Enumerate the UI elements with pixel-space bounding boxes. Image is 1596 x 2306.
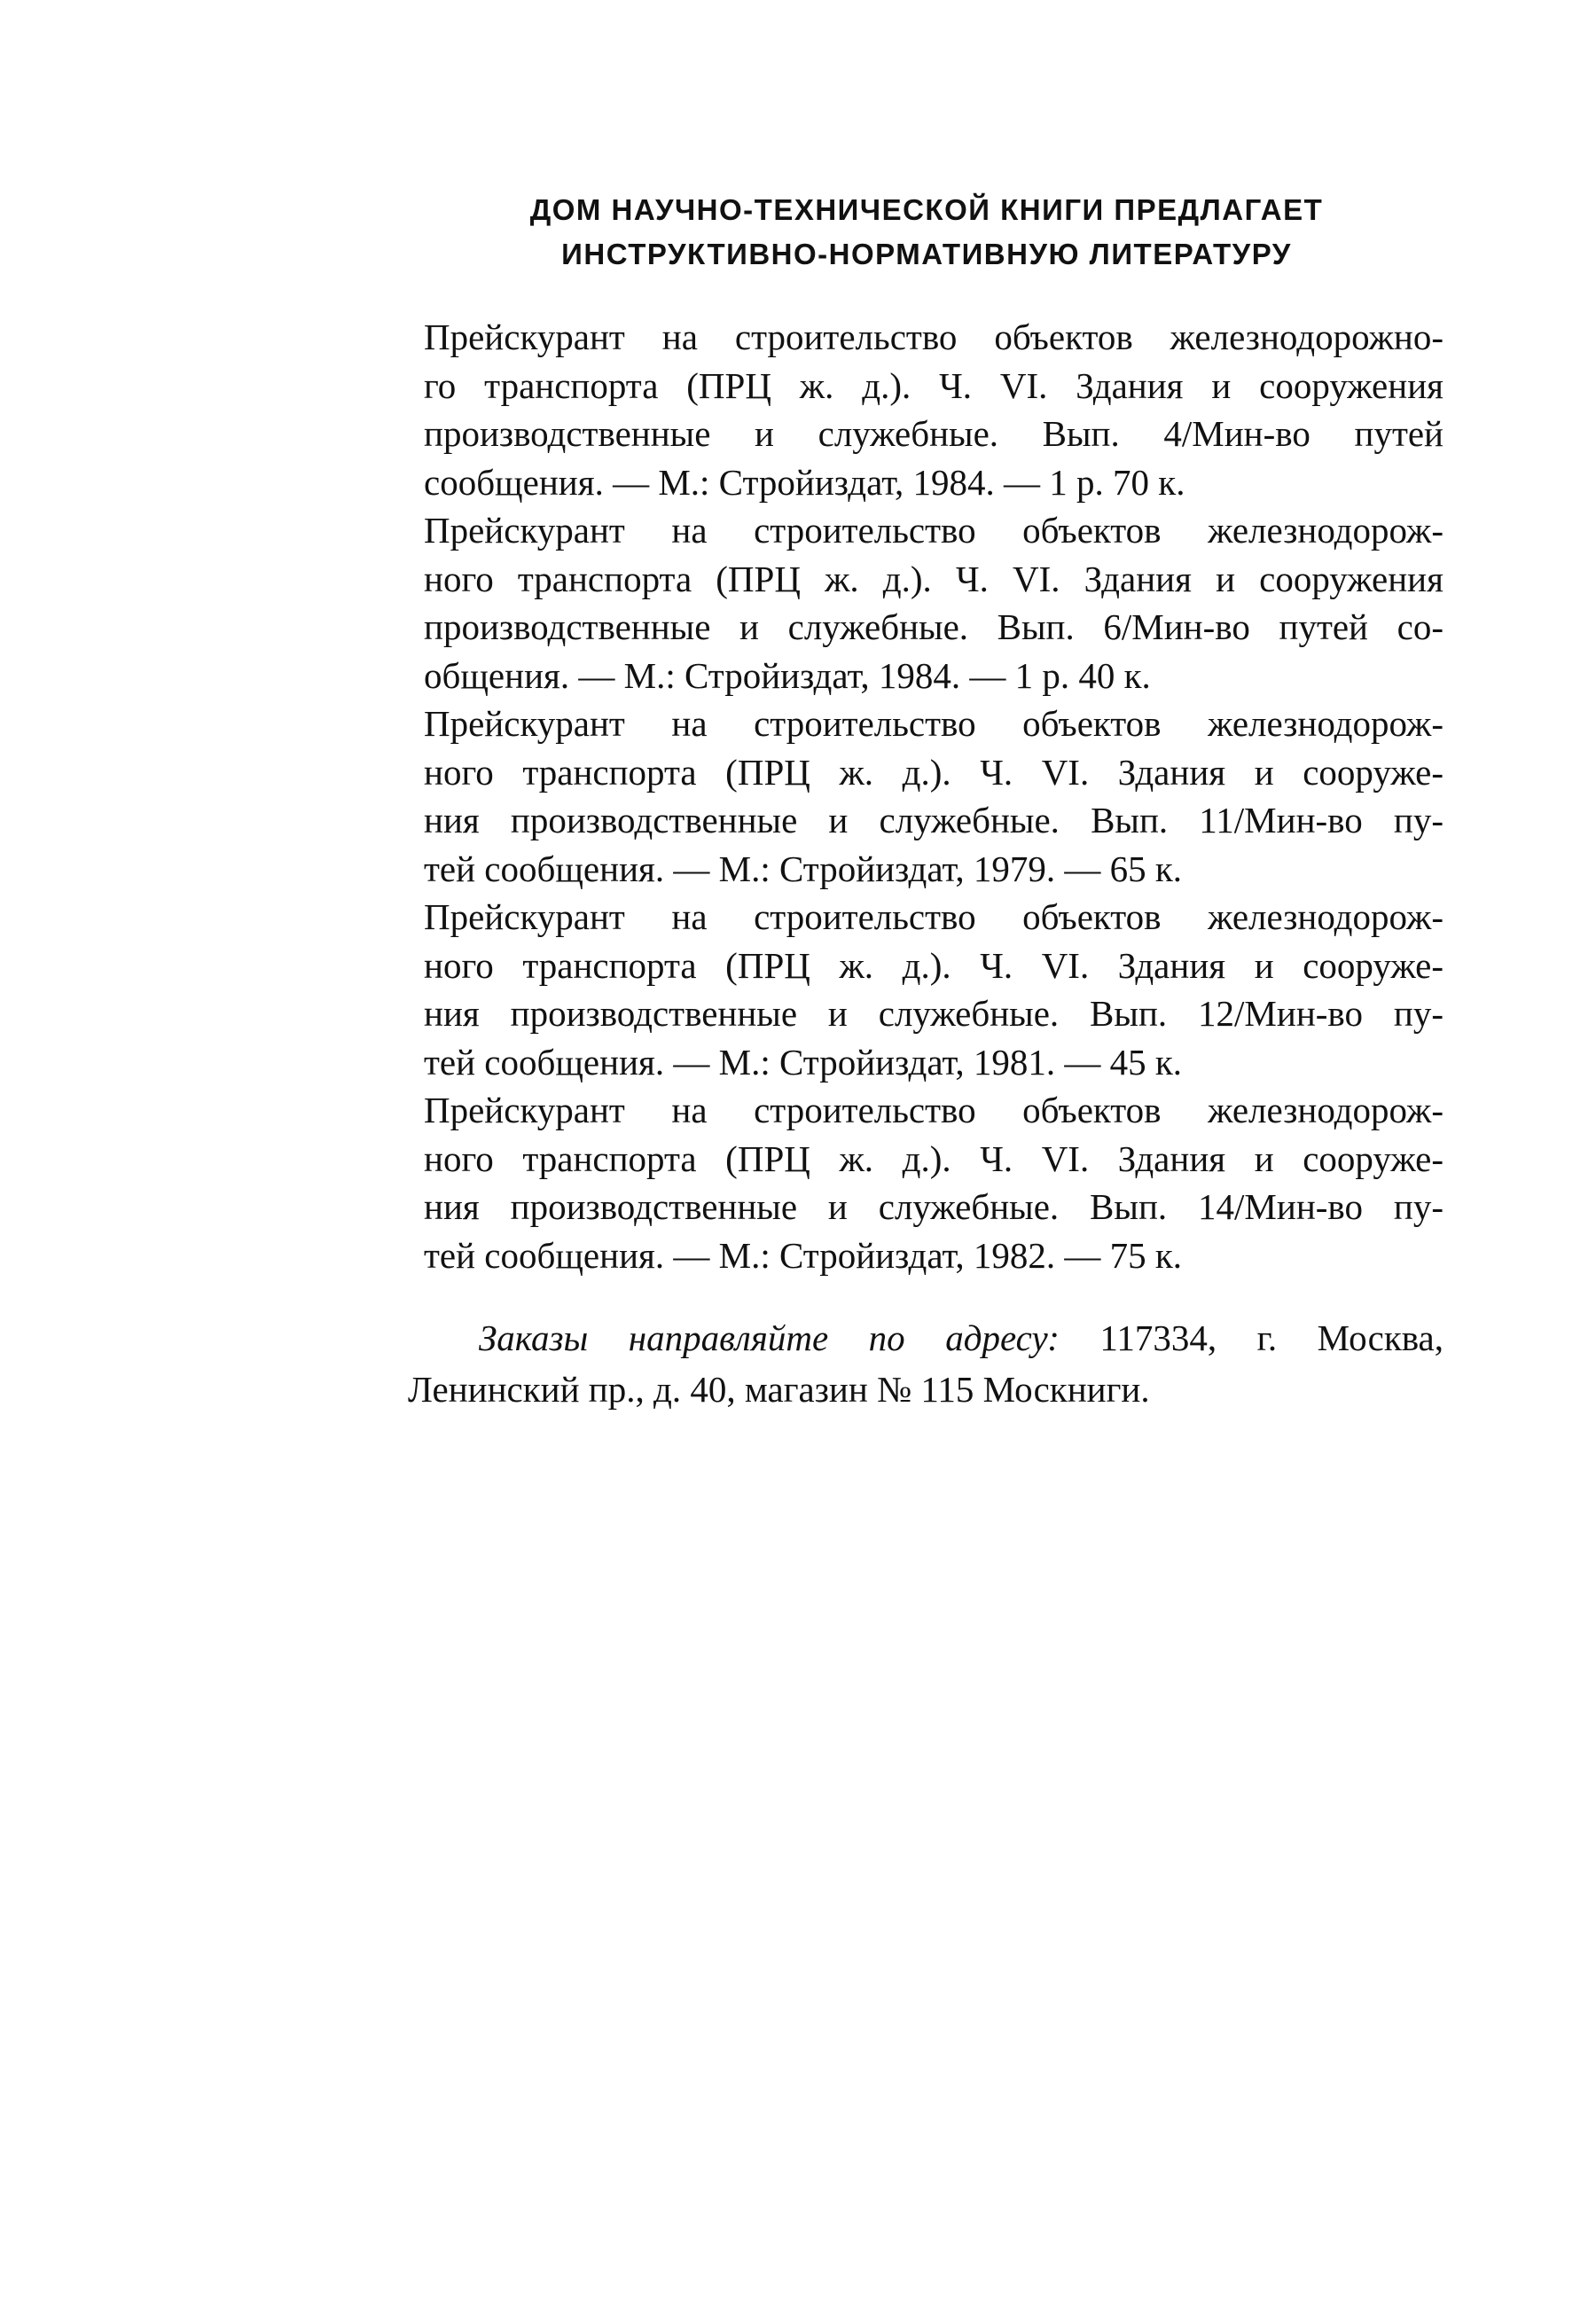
order-note-line-2: Ленинский пр., д. 40, магазин № 115 Москниги. xyxy=(408,1369,1150,1410)
page-heading xyxy=(417,188,1436,277)
entry-line: ния производственные и служебные. Вып. 14/Мин-во пу- xyxy=(424,1186,1443,1227)
entry-line: общения. — М.: Стройиздат, 1984. — 1 р. 40 к. xyxy=(424,654,1151,696)
entry-line: Прейскурант на строительство объектов железнодорож- xyxy=(424,1090,1443,1130)
entry-line: ния производственные и служебные. Вып. 12/Мин-во пу- xyxy=(424,993,1443,1034)
entry-line: ного транспорта (ПРЦ ж. д.). Ч. VI. Здания и сооруже- xyxy=(424,1137,1443,1179)
entry-line: тей сообщения. — М.: Стройиздат, 1981. — 45 к. xyxy=(424,1041,1183,1083)
catalog-entry xyxy=(424,506,1443,700)
catalog-entry xyxy=(424,1086,1443,1279)
entry-line: сообщения. — М.: Стройиздат, 1984. — 1 р. 70 к. xyxy=(424,461,1185,503)
catalog-entry xyxy=(424,893,1443,1086)
heading-line-1: ДОМ НАУЧНО-ТЕХНИЧЕСКОЙ КНИГИ ПРЕДЛАГАЕТ xyxy=(529,193,1324,226)
entry-line: Прейскурант на строительство объектов железнодорожно- xyxy=(424,317,1443,357)
entry-line: го транспорта (ПРЦ ж. д.). Ч. VI. Здания и сооружения xyxy=(424,364,1443,406)
entry-line: тей сообщения. — М.: Стройиздат, 1982. — 75 к. xyxy=(424,1234,1183,1276)
entry-line: производственные и служебные. Вып. 6/Мин-во путей со- xyxy=(424,606,1443,647)
entry-line: Прейскурант на строительство объектов железнодорож- xyxy=(424,896,1443,937)
entry-line: Прейскурант на строительство объектов железнодорож- xyxy=(424,510,1443,551)
order-note-address-start: 117334, г. Москва, xyxy=(1099,1317,1443,1358)
entry-line: ния производственные и служебные. Вып. 11/Мин-во пу- xyxy=(424,800,1443,840)
catalog-entry xyxy=(424,700,1443,893)
order-note-lead: Заказы направляйте по адресу: xyxy=(479,1317,1060,1358)
catalog-entry xyxy=(424,313,1443,506)
entry-line: Прейскурант на строительство объектов железнодорож- xyxy=(424,703,1443,744)
entry-line: ного транспорта (ПРЦ ж. д.). Ч. VI. Здания и сооружения xyxy=(424,558,1443,599)
catalog-entries xyxy=(424,313,1443,1279)
entry-line: тей сообщения. — М.: Стройиздат, 1979. — 65 к. xyxy=(424,848,1183,889)
heading-line-2: ИНСТРУКТИВНО-НОРМАТИВНУЮ ЛИТЕРАТУРУ xyxy=(561,238,1292,270)
order-note xyxy=(408,1312,1443,1415)
entry-line: производственные и служебные. Вып. 4/Мин-во путей xyxy=(424,413,1443,454)
entry-line: ного транспорта (ПРЦ ж. д.). Ч. VI. Здания и сооруже- xyxy=(424,751,1443,793)
entry-line: ного транспорта (ПРЦ ж. д.). Ч. VI. Здания и сооруже- xyxy=(424,944,1443,986)
order-note-line-1 xyxy=(408,1312,1443,1364)
